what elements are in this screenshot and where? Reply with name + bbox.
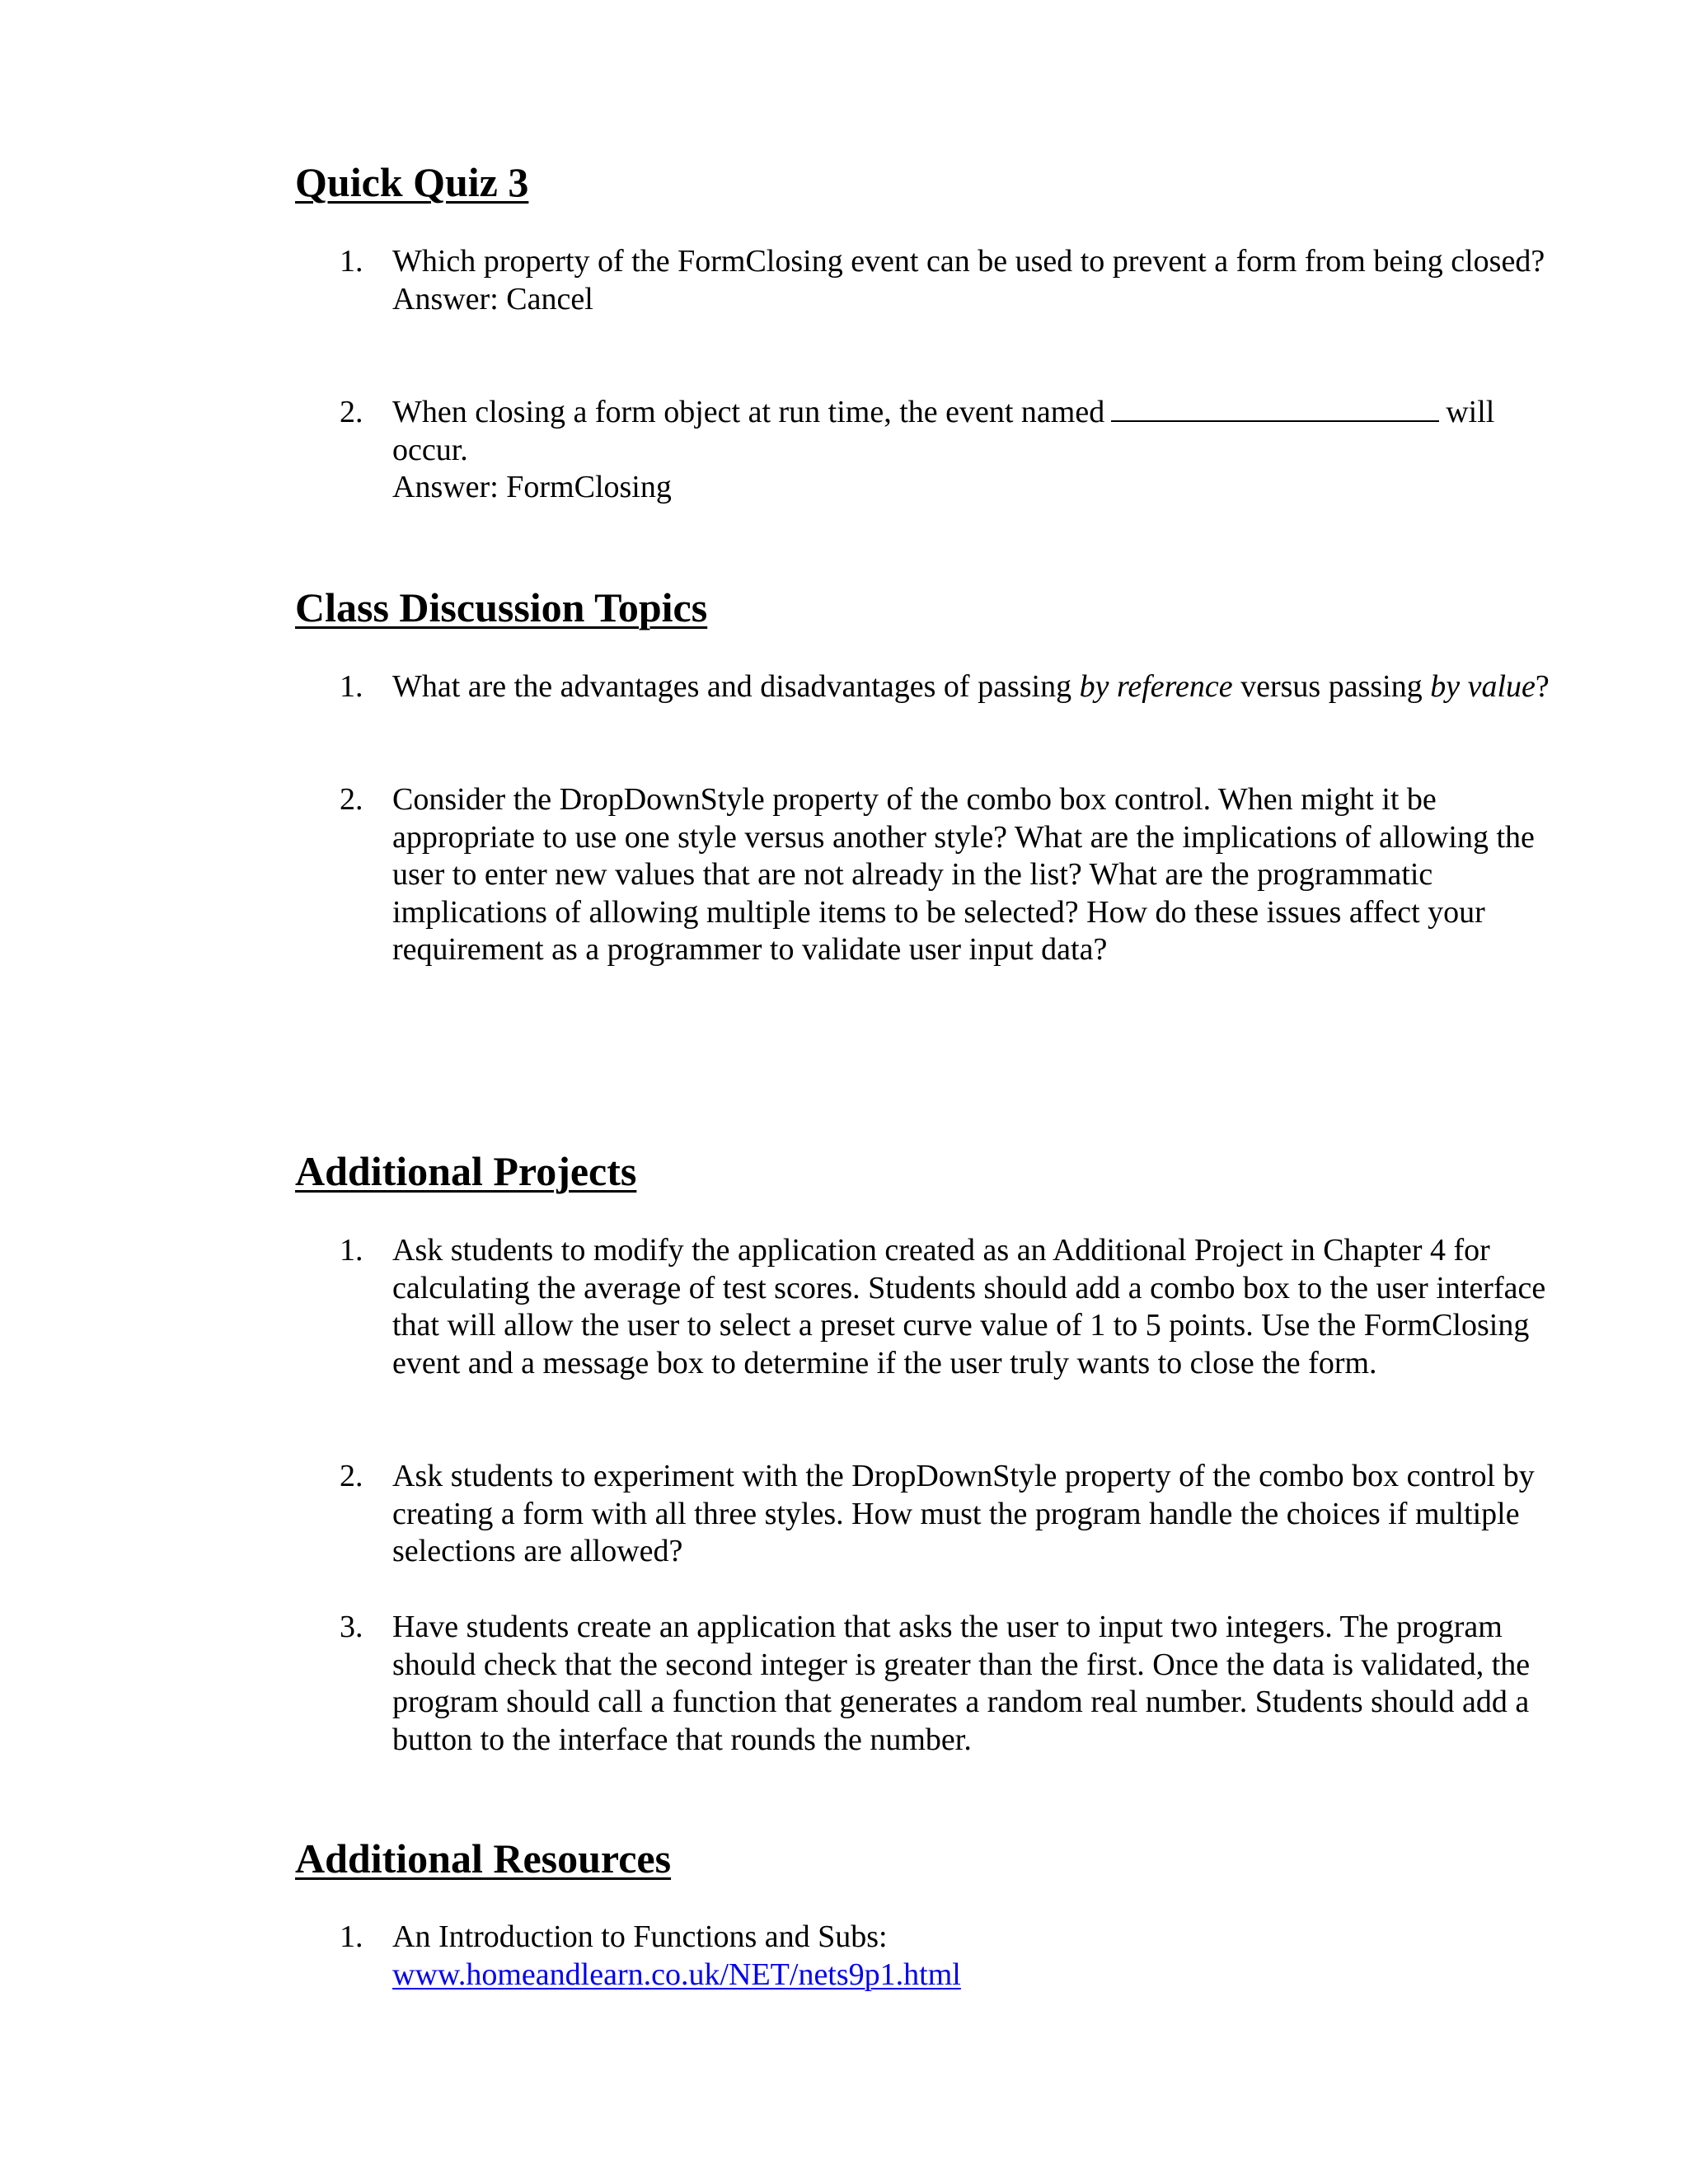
- resource-text: An Introduction to Functions and Subs:: [392, 1919, 888, 1954]
- italic-term: by reference: [1079, 669, 1233, 704]
- list-number: 2.: [340, 395, 363, 429]
- project-text: Have students create an application that asks the user to input two integers. The program should check that the second integer is greater than the first. Once the data is validated, the program should call a function that generates a random real number. Students should add a button to the interface that rounds the number.: [392, 1610, 1531, 1757]
- discussion-item-2: [340, 781, 1559, 969]
- resource-item-1: [340, 1919, 1559, 1994]
- list-number: 1.: [340, 669, 363, 704]
- quiz-question: Which property of the FormClosing event can be used to prevent a form from being closed?: [392, 244, 1545, 279]
- quiz-question-before-blank: When closing a form object at run time, the event named: [392, 395, 1105, 429]
- project-item-1: [340, 1232, 1559, 1382]
- resource-link[interactable]: www.homeandlearn.co.uk/NET/nets9p1.html: [392, 1957, 961, 1992]
- list-number: 1.: [340, 1919, 363, 1954]
- quiz-question-after-blank: will occur.: [392, 395, 1495, 467]
- quiz-answer: Answer: Cancel: [392, 281, 593, 316]
- list-number: 2.: [340, 782, 363, 817]
- discussion-text: ?: [1535, 669, 1550, 704]
- quiz-item-2: [340, 394, 1559, 507]
- discussion-text: What are the advantages and disadvantages of passing: [392, 669, 1080, 704]
- section-heading-additional-resources: Additional Resources: [295, 1835, 672, 1882]
- discussion-item-1: [340, 668, 1559, 706]
- list-number: 1.: [340, 1233, 363, 1268]
- list-number: 3.: [340, 1610, 363, 1644]
- quiz-item-1: [340, 243, 1559, 318]
- discussion-text: versus passing: [1232, 669, 1431, 704]
- fill-in-blank-line: [1111, 396, 1439, 422]
- quiz-answer: Answer: FormClosing: [392, 470, 672, 505]
- italic-term: by value: [1430, 669, 1536, 704]
- project-text: Ask students to experiment with the DropDownStyle property of the combo box control by creating a form with all three styles. How must the program handle the choices if multiple selections are allowed?: [392, 1459, 1535, 1569]
- section-heading-additional-projects: Additional Projects: [295, 1148, 637, 1194]
- discussion-text: Consider the DropDownStyle property of the combo box control. When might it be appropriate to use one style versus another style? What are the implications of allowing the user to enter new values that are not already in the list? What are the programmatic implications of allowing multiple items to be selected? How do these issues affect your requirement as a programmer to validate user input data?: [392, 782, 1535, 968]
- project-text: Ask students to modify the application created as an Additional Project in Chapter 4 for calculating the average of test scores. Students should add a combo box to the user interface that will allow the user to select a preset curve value of 1 to 5 points. Use the FormClosing event and a message box to determine if the user truly wants to close the form.: [392, 1233, 1546, 1380]
- list-number: 1.: [340, 244, 363, 279]
- project-item-2: [340, 1458, 1559, 1571]
- section-heading-quick-quiz: Quick Quiz 3: [295, 159, 529, 205]
- list-number: 2.: [340, 1459, 363, 1493]
- section-heading-class-discussion: Class Discussion Topics: [295, 584, 708, 630]
- project-item-3: [340, 1609, 1559, 1759]
